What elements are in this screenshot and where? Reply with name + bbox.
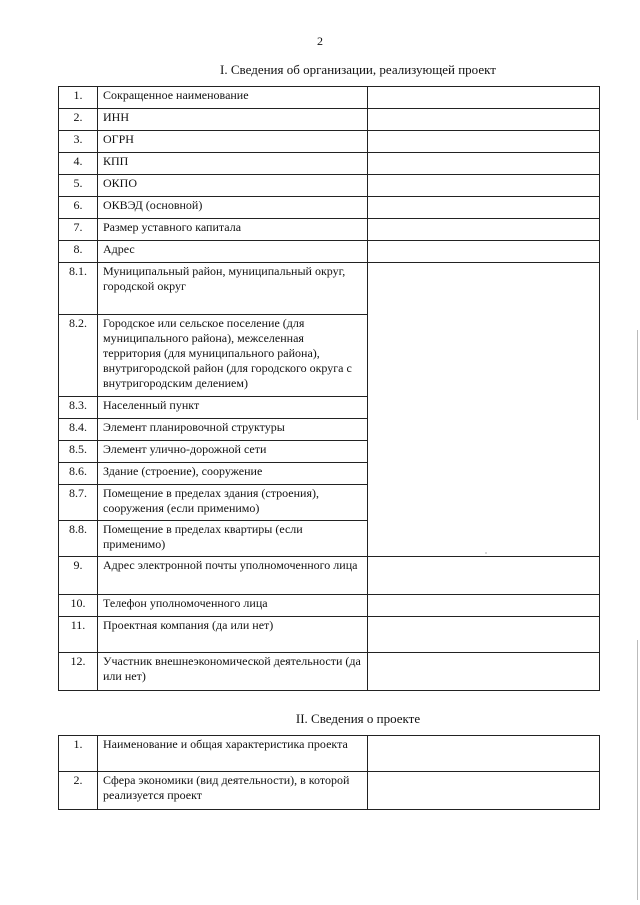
scan-edge-line — [637, 330, 638, 420]
row-label: Населенный пункт — [98, 397, 368, 419]
value-cell[interactable] — [368, 595, 600, 617]
row-label: Здание (строение), сооружение — [98, 463, 368, 485]
table-row — [59, 109, 600, 131]
table-row — [59, 653, 600, 691]
row-label: Проектная компания (да или нет) — [98, 617, 368, 653]
row-number: 8.3. — [59, 397, 98, 419]
row-number: 8.7. — [59, 485, 98, 521]
row-number: 9. — [59, 557, 98, 595]
project-info-table — [58, 735, 600, 810]
organization-info-table — [58, 86, 600, 691]
table-row — [59, 617, 600, 653]
value-cell[interactable] — [368, 87, 600, 109]
row-number: 2. — [59, 109, 98, 131]
table-row — [59, 263, 600, 315]
table-row — [59, 557, 600, 595]
row-label: Помещение в пределах здания (строения), сооружения (если применимо) — [98, 485, 368, 521]
value-cell[interactable] — [368, 557, 600, 595]
row-label: Помещение в пределах квартиры (если применимо) — [98, 521, 368, 557]
table-row — [59, 131, 600, 153]
value-cell[interactable] — [368, 617, 600, 653]
row-label: ОГРН — [98, 131, 368, 153]
row-label: Городское или сельское поселение (для муниципального района), межселенная территория (для муниципального района), внутригородской район (для городского округа с внутригородским делением) — [98, 315, 368, 397]
row-number: 11. — [59, 617, 98, 653]
row-number: 1. — [59, 87, 98, 109]
table-row — [59, 772, 600, 810]
row-number: 2. — [59, 772, 98, 810]
row-number: 8. — [59, 241, 98, 263]
row-label: Сфера экономики (вид деятельности), в которой реализуется проект — [98, 772, 368, 810]
row-number: 5. — [59, 175, 98, 197]
row-number: 6. — [59, 197, 98, 219]
row-number: 4. — [59, 153, 98, 175]
value-cell[interactable] — [368, 736, 600, 772]
row-label: Адрес электронной почты уполномоченного лица — [98, 557, 368, 595]
row-label: Участник внешнеэкономической деятельности (да или нет) — [98, 653, 368, 691]
row-number: 8.1. — [59, 263, 98, 315]
row-label: ИНН — [98, 109, 368, 131]
value-cell[interactable] — [368, 109, 600, 131]
row-number: 8.2. — [59, 315, 98, 397]
table-row — [59, 736, 600, 772]
value-cell[interactable] — [368, 153, 600, 175]
row-number: 8.5. — [59, 441, 98, 463]
row-label: Элемент улично-дорожной сети — [98, 441, 368, 463]
scan-speck — [485, 552, 487, 554]
table-row — [59, 175, 600, 197]
value-cell[interactable] — [368, 131, 600, 153]
row-label: Сокращенное наименование — [98, 87, 368, 109]
section-2-title: II. Сведения о проекте — [295, 711, 421, 726]
row-label: КПП — [98, 153, 368, 175]
row-label: Адрес — [98, 241, 368, 263]
row-number: 12. — [59, 653, 98, 691]
value-cell[interactable] — [368, 653, 600, 691]
table-row — [59, 87, 600, 109]
value-cell[interactable] — [368, 175, 600, 197]
row-number: 7. — [59, 219, 98, 241]
row-label: Телефон уполномоченного лица — [98, 595, 368, 617]
page-number: 2 — [317, 34, 323, 48]
row-number: 3. — [59, 131, 98, 153]
row-label: ОКПО — [98, 175, 368, 197]
row-number: 1. — [59, 736, 98, 772]
section-1-title: I. Сведения об организации, реализующей проект — [220, 62, 496, 77]
value-cell[interactable] — [368, 197, 600, 219]
table-row — [59, 595, 600, 617]
value-cell[interactable] — [368, 772, 600, 810]
row-label: Размер уставного капитала — [98, 219, 368, 241]
row-label: Муниципальный район, муниципальный округ, городской округ — [98, 263, 368, 315]
row-number: 8.4. — [59, 419, 98, 441]
table-row — [59, 197, 600, 219]
table-row — [59, 219, 600, 241]
table-row — [59, 153, 600, 175]
row-label: Наименование и общая характеристика проекта — [98, 736, 368, 772]
address-details-value-cell[interactable] — [368, 263, 600, 557]
row-number: 8.6. — [59, 463, 98, 485]
row-label: Элемент планировочной структуры — [98, 419, 368, 441]
row-number: 8.8. — [59, 521, 98, 557]
scan-edge-line — [637, 640, 638, 900]
row-number: 10. — [59, 595, 98, 617]
value-cell[interactable] — [368, 219, 600, 241]
table-row — [59, 241, 600, 263]
row-label: ОКВЭД (основной) — [98, 197, 368, 219]
value-cell[interactable] — [368, 241, 600, 263]
